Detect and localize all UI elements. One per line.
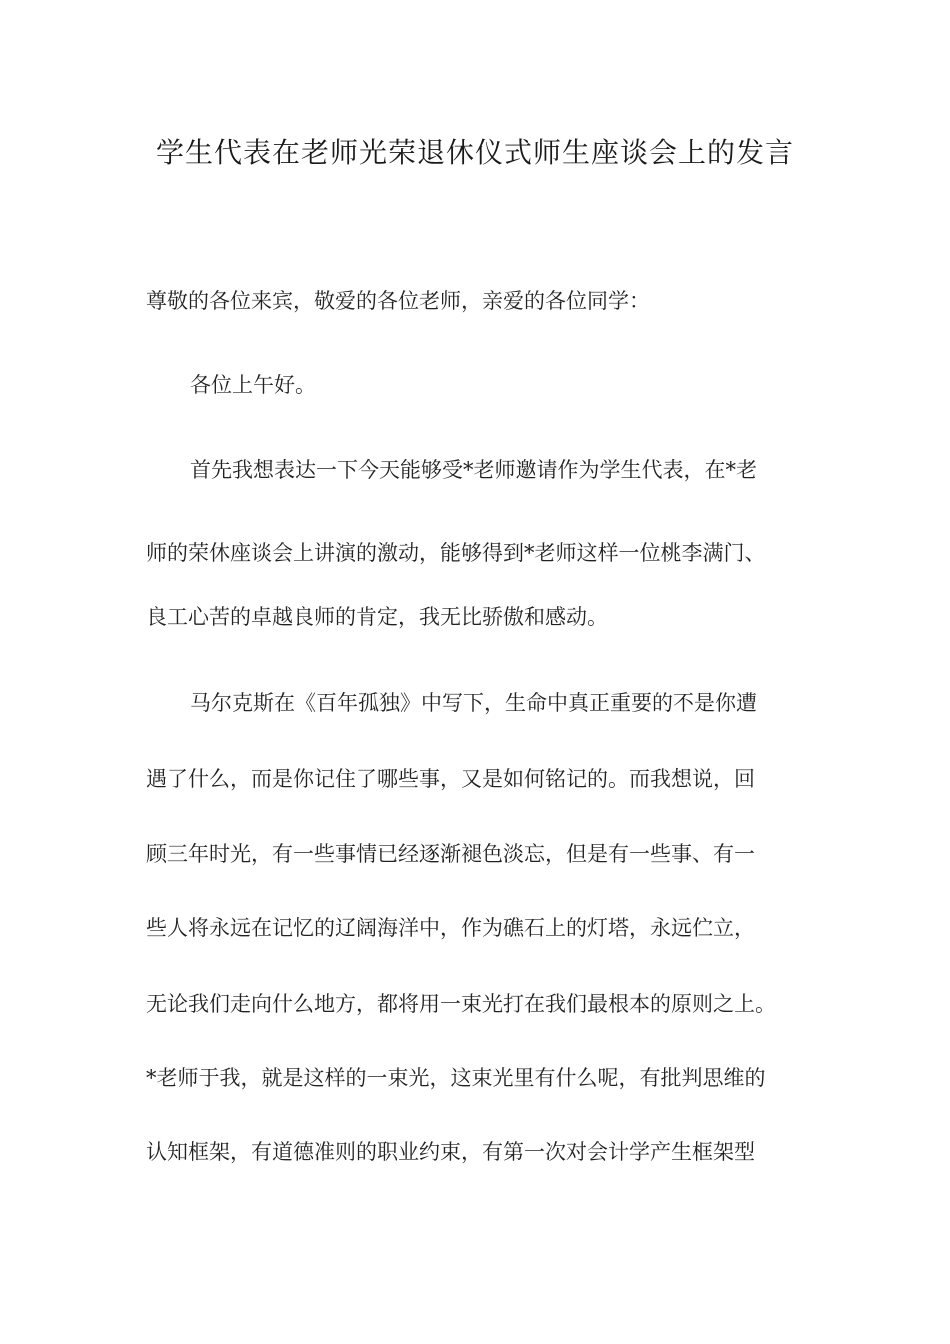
greeting-line: 各位上午好。 [190,373,316,397]
paragraph-line: 认知框架，有道德准则的职业约束，有第一次对会计学产生框架型 [146,1140,755,1164]
paragraph-line: 遇了什么，而是你记住了哪些事，又是如何铭记的。而我想说，回 [146,767,755,791]
paragraph-line: 首先我想表达一下今天能够受*老师邀请作为学生代表，在*老 [190,458,757,482]
paragraph-line: 马尔克斯在《百年孤独》中写下，生命中真正重要的不是你遭 [190,691,757,715]
paragraph-line: 无论我们走向什么地方，都将用一束光打在我们最根本的原则之上。 [146,992,776,1016]
paragraph-line: 些人将永远在记忆的辽阔海洋中，作为礁石上的灯塔，永远伫立， [146,916,755,940]
salutation-line: 尊敬的各位来宾，敬爱的各位老师，亲爱的各位同学： [146,289,650,313]
paragraph-line: 师的荣休座谈会上讲演的激动，能够得到*老师这样一位桃李满门、 [146,541,766,565]
paragraph-line: 良工心苦的卓越良师的肯定，我无比骄傲和感动。 [146,605,608,629]
document-title: 学生代表在老师光荣退休仪式师生座谈会上的发言 [155,136,794,169]
paragraph-line: *老师于我，就是这样的一束光，这束光里有什么呢，有批判思维的 [146,1066,766,1090]
paragraph-line: 顾三年时光，有一些事情已经逐渐褪色淡忘，但是有一些事、有一 [146,842,755,866]
